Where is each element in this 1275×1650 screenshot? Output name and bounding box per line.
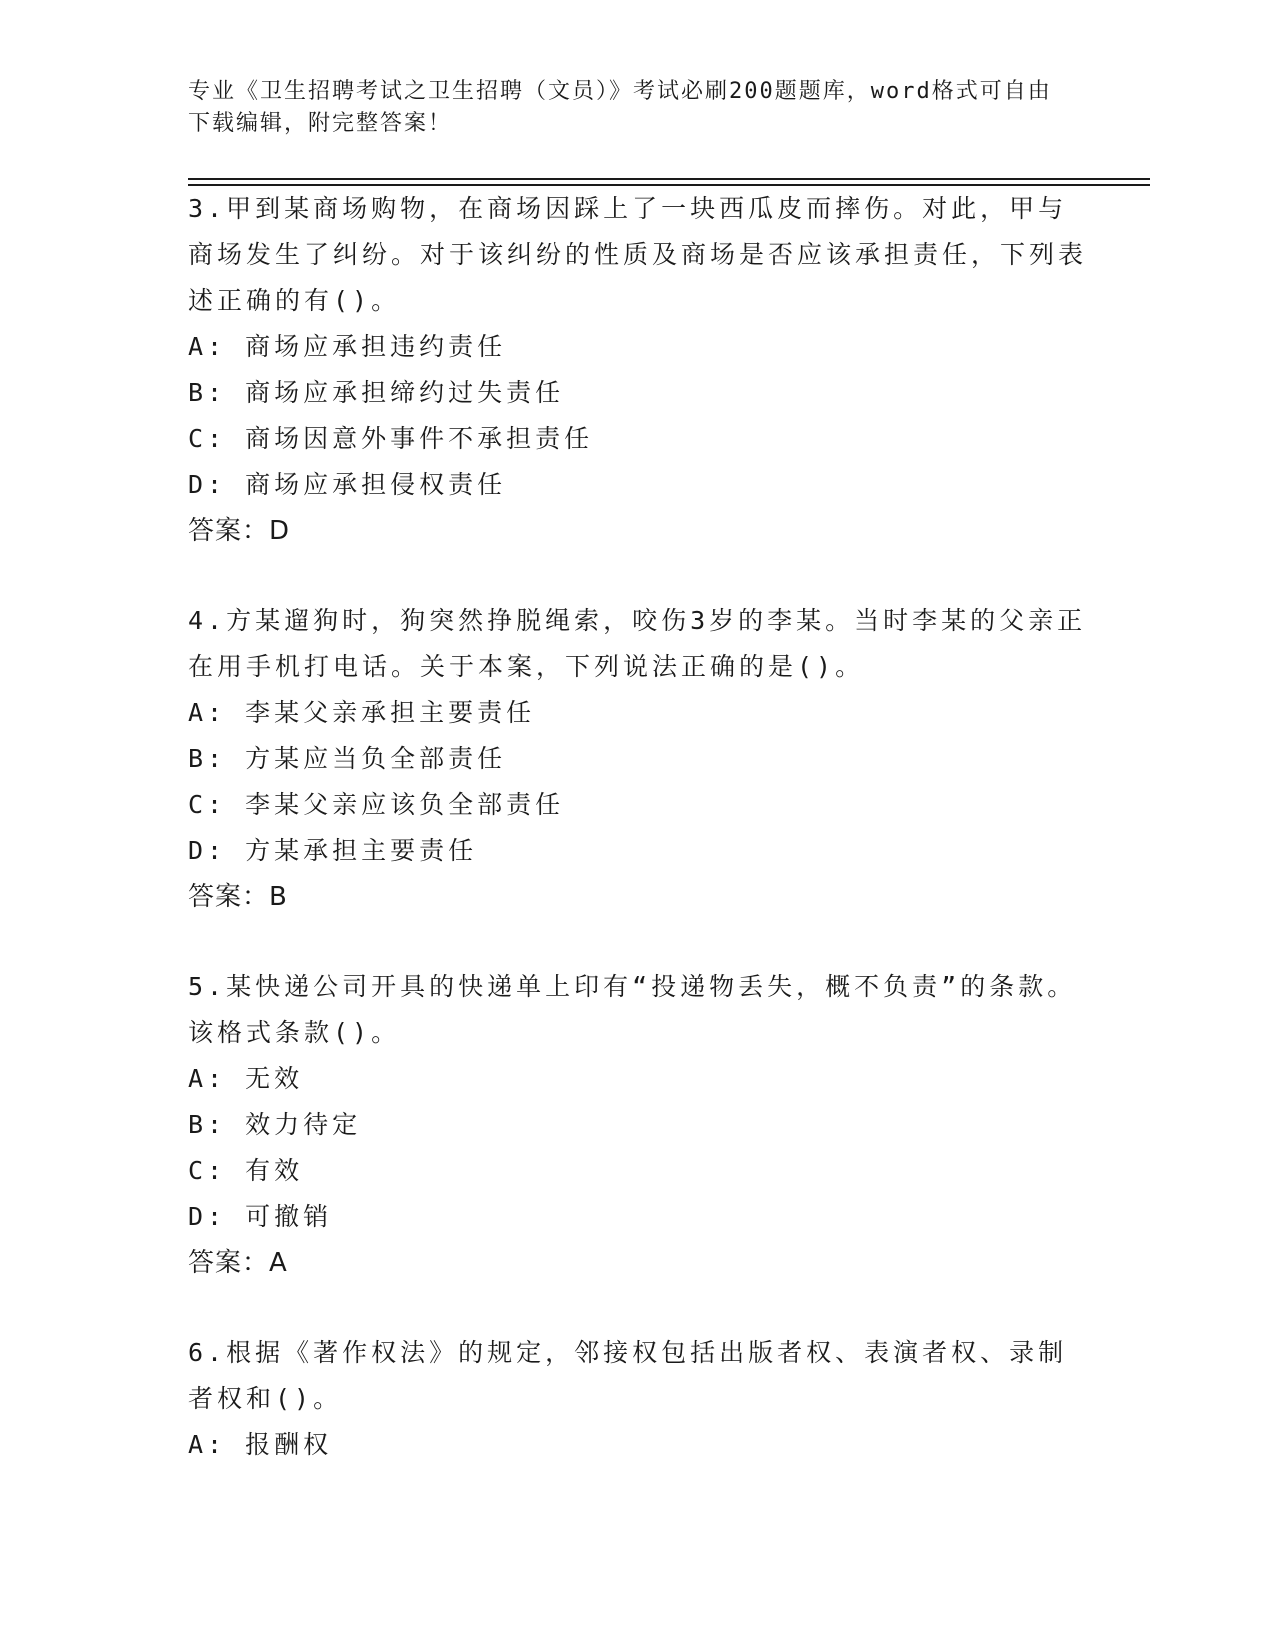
option-c: C: 商场因意外事件不承担责任: [188, 424, 594, 453]
question-4: [188, 598, 1088, 920]
option-a: A: 商场应承担违约责任: [188, 332, 507, 361]
answer-label: 答案：D: [188, 516, 291, 546]
option-a: A: 报酬权: [188, 1430, 333, 1459]
question-6: [188, 1330, 1088, 1468]
option-a: A: 李某父亲承担主要责任: [188, 698, 536, 727]
option-a: A: 无效: [188, 1064, 304, 1093]
question-stem: 4.方某遛狗时，狗突然挣脱绳索，咬伤3岁的李某。当时李某的父亲正在用手机打电话。关于本案，下列说法正确的是()。: [188, 606, 1087, 681]
option-b: B: 商场应承担缔约过失责任: [188, 378, 565, 407]
question-stem: 6.根据《著作权法》的规定，邻接权包括出版者权、表演者权、录制者权和()。: [188, 1338, 1068, 1413]
option-b: B: 方某应当负全部责任: [188, 744, 507, 773]
option-b: B: 效力待定: [188, 1110, 362, 1139]
option-c: C: 有效: [188, 1156, 304, 1185]
header-divider-top: [188, 178, 1150, 180]
option-c: C: 李某父亲应该负全部责任: [188, 790, 565, 819]
answer-label: 答案：A: [188, 1248, 288, 1278]
question-3: [188, 186, 1088, 554]
option-d: D: 商场应承担侵权责任: [188, 470, 507, 499]
question-stem: 3.甲到某商场购物，在商场因踩上了一块西瓜皮而摔伤。对此，甲与商场发生了纠纷。对于该纠纷的性质及商场是否应该承担责任，下列表述正确的有()。: [188, 194, 1088, 315]
answer-label: 答案：B: [188, 882, 288, 912]
question-5: [188, 964, 1088, 1286]
document-header: 专业《卫生招聘考试之卫生招聘（文员）》考试必刷200题题库，word格式可自由下载编辑，附完整答案！: [188, 79, 1052, 136]
question-list: [188, 186, 1088, 1512]
option-d: D: 方某承担主要责任: [188, 836, 478, 865]
option-d: D: 可撤销: [188, 1202, 333, 1231]
question-stem: 5.某快递公司开具的快递单上印有“投递物丢失，概不负责”的条款。该格式条款()。: [188, 972, 1077, 1047]
